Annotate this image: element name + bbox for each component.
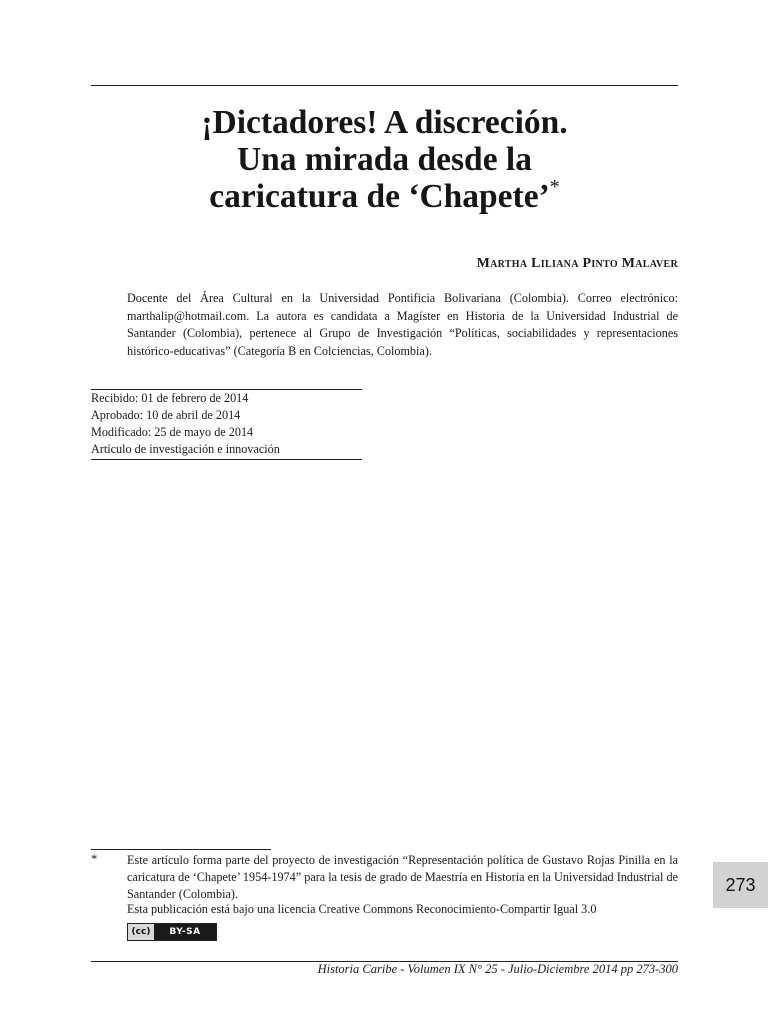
author-bio: Docente del Área Cultural en la Universidad Pontificia Bolivariana (Colombia). Correo electrónico: marthalip@hotmail.com. La autora es candidata a Magíster en Historia de la Universidad Industrial de Santander (Colombia), pertenece al Grupo de Investigación “Políticas, sociabilidades y representaciones histórico-educativas” (Categoría B en Colciencias, Colombia). <box>127 291 678 358</box>
running-footer: Historia Caribe - Volumen IX N° 25 - Julio-Diciembre 2014 pp 273-300 <box>317 962 678 976</box>
footnote-text: Este artículo forma parte del proyecto de investigación “Representación política de Gustavo Rojas Pinilla en la caricatura de ‘Chapete’ 1954-1974” para la tesis de grado de Maestría en Historia en la Universidad Industrial de Santander (Colombia). <box>127 853 678 901</box>
article-dates <box>91 390 371 458</box>
license-text: Esta publicación está bajo una licencia Creative Commons Reconocimiento-Compartir Igual 3.0 <box>127 902 597 916</box>
page-number-tab <box>713 862 768 908</box>
article-type: Artículo de investigación e innovación <box>91 442 280 456</box>
received-date: Recibido: 01 de febrero de 2014 <box>91 391 249 405</box>
title-line-2: Una mirada desde la <box>236 141 532 178</box>
dates-bottom-rule <box>91 459 362 460</box>
footnote-marker: * <box>91 852 98 866</box>
page-number: 273 <box>725 874 756 895</box>
title-line-3-text: caricatura de ‘Chapete’ <box>209 178 550 215</box>
by-sa-label: BY-SA <box>154 924 216 940</box>
cc-by-sa-badge-icon[interactable] <box>127 923 217 941</box>
title-line-3 <box>91 175 678 215</box>
cc-logo-icon: (cc) <box>128 924 154 940</box>
author-name: Martha Liliana Pinto Malaver <box>476 256 678 271</box>
footnote-rule <box>91 849 271 850</box>
top-rule <box>91 85 678 86</box>
article-title <box>91 104 678 215</box>
modified-date: Modificado: 25 de mayo de 2014 <box>91 425 254 439</box>
title-footnote-marker[interactable]: * <box>549 175 560 198</box>
approved-date: Aprobado: 10 de abril de 2014 <box>91 408 241 422</box>
title-line-1: ¡Dictadores! A discreción. <box>201 104 568 141</box>
